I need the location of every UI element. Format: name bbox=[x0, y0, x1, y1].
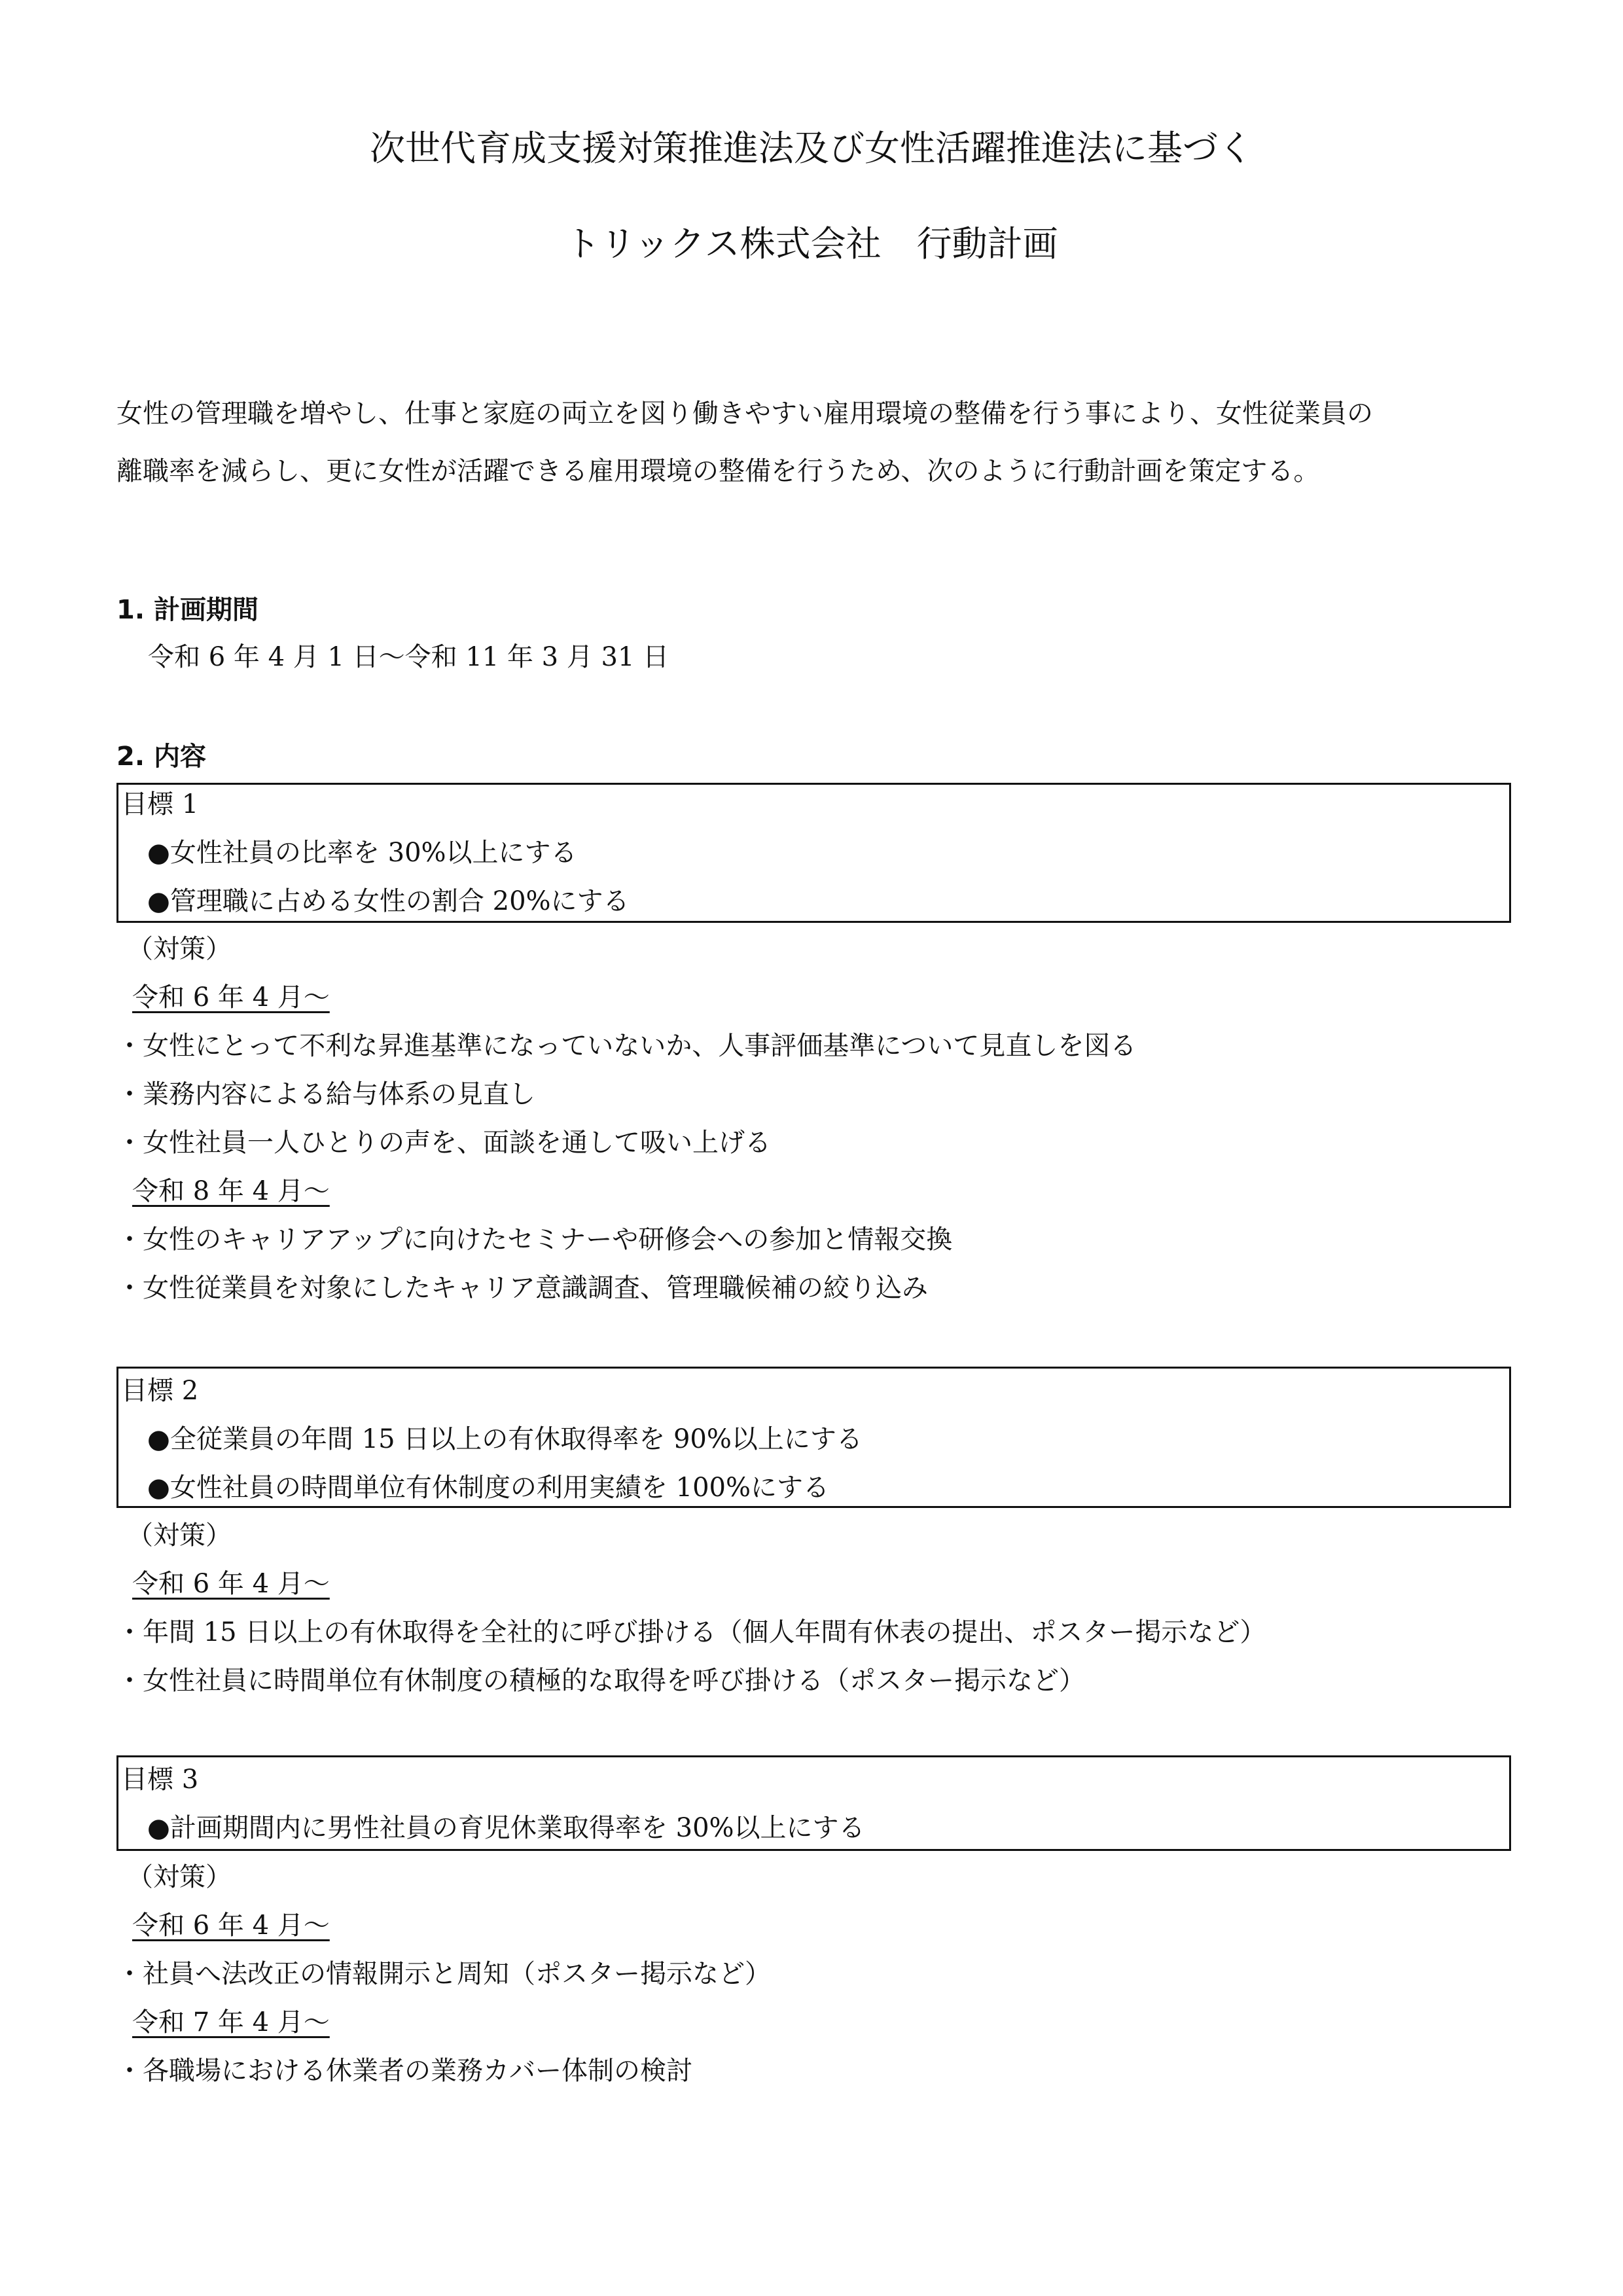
document-title-line2: トリックス株式会社 行動計画 bbox=[565, 223, 1058, 264]
goal-3-box bbox=[116, 1755, 1511, 1851]
goal-1-action-2: ・業務内容による給与体系の見直し bbox=[116, 1079, 535, 1109]
goal-3-item-1: ●計画期間内に男性社員の育児休業取得率を 30%以上にする bbox=[147, 1813, 865, 1843]
goal-2-measures-label: （対策） bbox=[127, 1520, 232, 1551]
intro-line-1: 女性の管理職を増やし、仕事と家庭の両立を図り働きやすい雇用環境の整備を行う事により、女性従業員の bbox=[116, 399, 1373, 429]
goal-1-item-1: ●女性社員の比率を 30%以上にする bbox=[147, 838, 577, 868]
goal-3-date-2: 令和 7 年 4 月～ bbox=[132, 2007, 330, 2037]
intro-paragraph bbox=[116, 385, 1517, 500]
goal-3-date-1: 令和 6 年 4 月～ bbox=[132, 1910, 330, 1941]
goal-2-item-1: ●全従業員の年間 15 日以上の有休取得率を 90%以上にする bbox=[147, 1424, 863, 1454]
goal-1-action-3: ・女性社員一人ひとりの声を、面談を通して吸い上げる bbox=[116, 1128, 771, 1158]
goal-1-action-5: ・女性従業員を対象にしたキャリア意識調査、管理職候補の絞り込み bbox=[116, 1273, 928, 1303]
goal-1-measures-label: （対策） bbox=[127, 934, 232, 964]
goal-3-label: 目標 3 bbox=[121, 1765, 199, 1795]
goal-3-measures-label: （対策） bbox=[127, 1862, 232, 1892]
goal-2-box bbox=[116, 1367, 1511, 1508]
plan-period: 令和 6 年 4 月 1 日～令和 11 年 3 月 31 日 bbox=[148, 642, 669, 672]
goal-1-date-1: 令和 6 年 4 月～ bbox=[132, 982, 330, 1013]
goal-1-item-2: ●管理職に占める女性の割合 20%にする bbox=[147, 886, 630, 916]
goal-3-action-2: ・各職場における休業者の業務カバー体制の検討 bbox=[116, 2056, 692, 2086]
goal-1-box bbox=[116, 783, 1511, 923]
section1-heading: 1. 計画期間 bbox=[116, 595, 259, 625]
goal-1-date-2: 令和 8 年 4 月～ bbox=[132, 1176, 330, 1206]
goal-1-label: 目標 1 bbox=[121, 789, 199, 819]
goal-2-label: 目標 2 bbox=[121, 1376, 199, 1406]
document-title-line1: 次世代育成支援対策推進法及び女性活躍推進法に基づく bbox=[370, 128, 1253, 169]
goal-1-action-4: ・女性のキャリアアップに向けたセミナーや研修会への参加と情報交換 bbox=[116, 1225, 953, 1255]
goal-2-date-1: 令和 6 年 4 月～ bbox=[132, 1569, 330, 1599]
goal-2-item-2: ●女性社員の時間単位有休制度の利用実績を 100%にする bbox=[147, 1473, 829, 1503]
goal-2-action-1: ・年間 15 日以上の有休取得を全社的に呼び掛ける（個人年間有休表の提出、ポスター掲示など） bbox=[116, 1617, 1266, 1647]
goal-3-action-1: ・社員へ法改正の情報開示と周知（ポスター掲示など） bbox=[116, 1959, 771, 1989]
intro-line-2: 離職率を減らし、更に女性が活躍できる雇用環境の整備を行うため、次のように行動計画を策定する。 bbox=[116, 456, 1320, 486]
section2-heading: 2. 内容 bbox=[116, 742, 206, 772]
goal-2-action-2: ・女性社員に時間単位有休制度の積極的な取得を呼び掛ける（ポスター掲示など） bbox=[116, 1666, 1085, 1696]
goal-1-action-1: ・女性にとって不利な昇進基準になっていないか、人事評価基準について見直しを図る bbox=[116, 1031, 1137, 1061]
